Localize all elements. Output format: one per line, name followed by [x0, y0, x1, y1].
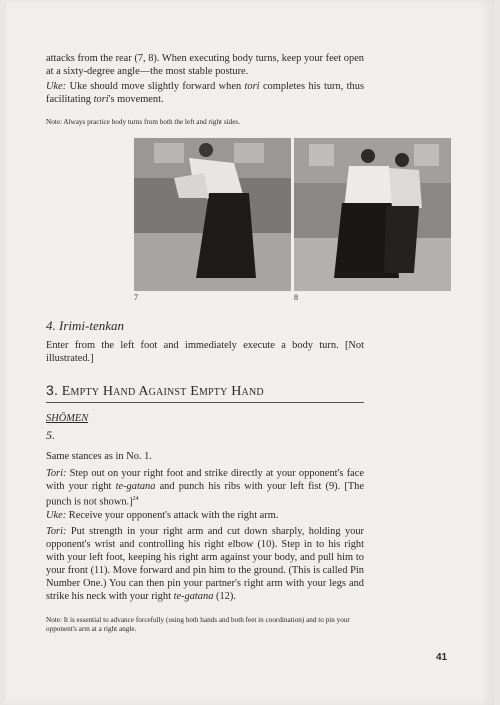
- text-segment: Put strength in your right arm and cut down sharply, holding your opponent's wrist and controlling his right elbow (10). Step in to his right with your left foot, keeping his right arm against your body, and pull him to your front (11). Move forward and pin him to the ground. (This is called Pin Number One.) You can then pin your partner's right arm with your legs and strike his neck with your right: [46, 526, 364, 602]
- paragraph-body-turns: attacks from the rear (7, 8). When executing body turns, keep your feet open at a sixty-degree angle—the most stable posture.: [46, 53, 364, 77]
- photo-figure-7: [134, 138, 291, 291]
- paragraph-tori-strike: [46, 467, 364, 508]
- text-segment: completes his turn, thus facilitating: [46, 81, 364, 105]
- term-tori: tori: [244, 81, 260, 92]
- text-segment: Step out on your right foot and strike directly at your opponent's face with your right: [46, 468, 364, 492]
- section-number: 3.: [46, 382, 59, 398]
- text-segment: and punch his ribs with your left fist (9). [The punch is not shown.]: [46, 481, 364, 508]
- term-te-gatana: te-gatana: [115, 481, 156, 492]
- section-heading: [46, 382, 264, 400]
- paragraph-uke-receive: [46, 509, 364, 522]
- caption-figure-8: 8: [294, 293, 298, 302]
- technique-number: 5.: [46, 428, 55, 442]
- paragraph-stances: Same stances as in No. 1.: [46, 451, 152, 462]
- subheading-irimi-tenkan: 4. Irimi-tenkan: [46, 318, 124, 333]
- paragraph-irimi-tenkan: Enter from the left foot and immediately execute a body turn. [Not illustrated.]: [46, 340, 364, 364]
- text-segment: Receive your opponent's attack with the right arm.: [66, 510, 279, 521]
- text-segment: (12).: [213, 591, 236, 602]
- section-title: Empty Hand Against Empty Hand: [61, 384, 264, 399]
- photo-figure-8: [294, 138, 451, 291]
- role-label-uke: Uke:: [46, 81, 67, 92]
- note-advance: Note: It is essential to advance forcefully (using both hands and both feet in coordination) and to pin your opponent's arm at a right angle.: [46, 616, 350, 633]
- text-segment: Uke should move slightly forward when: [66, 81, 245, 92]
- paragraph-uke-1: [46, 80, 364, 106]
- section-rule: [46, 402, 364, 403]
- technique-heading-shomen: SHŌMEN: [46, 413, 89, 424]
- book-page: [6, 0, 494, 705]
- page-number: 41: [436, 652, 448, 663]
- text-segment: 's movement.: [108, 94, 164, 105]
- note-body-turns: Note: Always practice body turns from both the left and right sides.: [46, 118, 241, 126]
- role-label-uke: Uke:: [46, 510, 67, 521]
- footnote-marker: 24: [132, 496, 139, 502]
- term-te-gatana: te-gatana: [173, 591, 214, 602]
- paragraph-tori-pin: [46, 525, 364, 603]
- term-tori: tori: [93, 94, 109, 105]
- caption-figure-7: 7: [134, 293, 138, 302]
- role-label-tori: Tori:: [46, 526, 67, 537]
- role-label-tori: Tori:: [46, 468, 67, 479]
